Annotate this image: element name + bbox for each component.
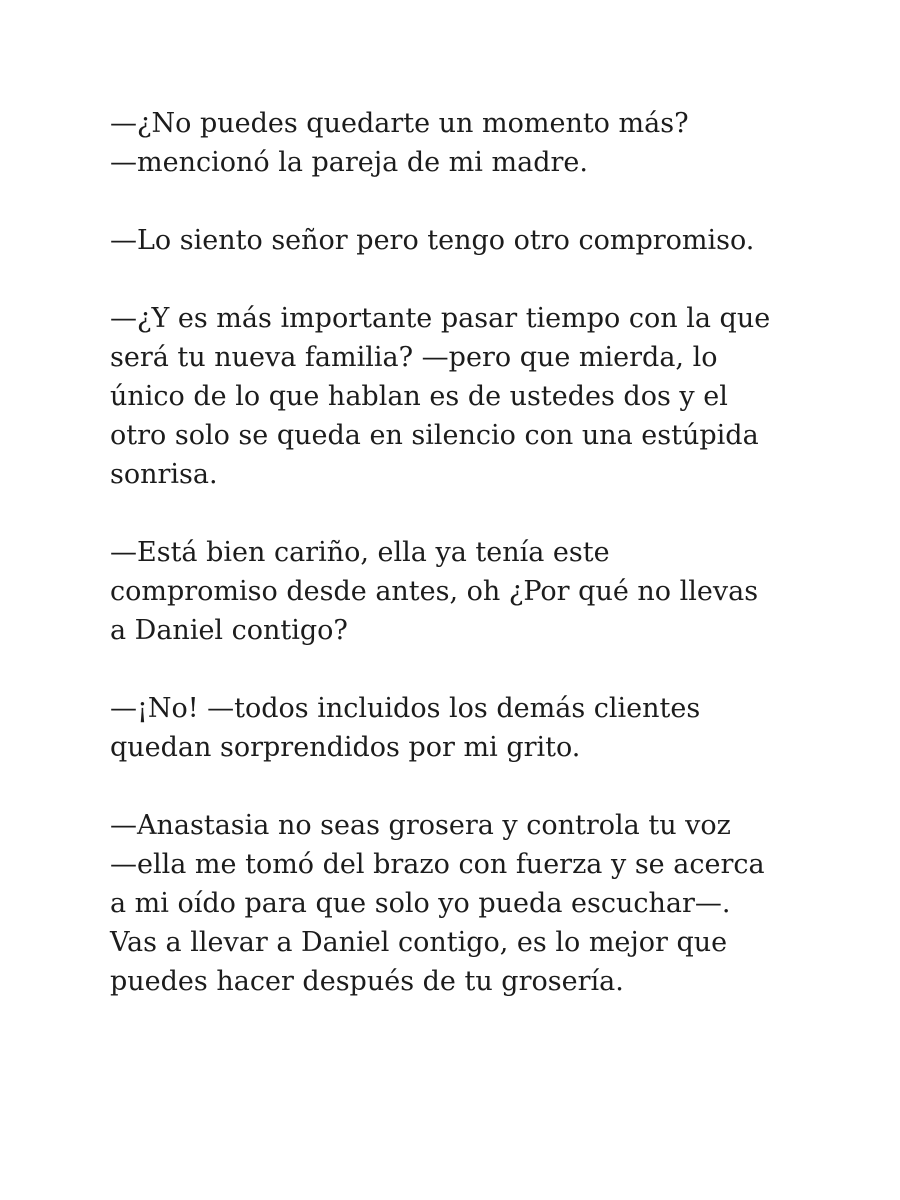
paragraph bbox=[110, 221, 810, 260]
text-line: —ella me tomó del brazo con fuerza y se acerca bbox=[110, 849, 765, 880]
text-line: —Lo siento señor pero tengo otro compromiso. bbox=[110, 225, 755, 256]
text-line: sonrisa. bbox=[110, 459, 218, 490]
paragraph bbox=[110, 689, 810, 767]
paragraph bbox=[110, 806, 810, 1001]
text-line: otro solo se queda en silencio con una estúpida bbox=[110, 420, 759, 451]
text-line: —¿No puedes quedarte un momento más? bbox=[110, 108, 689, 139]
text-line: —Anastasia no seas grosera y controla tu voz bbox=[110, 810, 731, 841]
text-line: puedes hacer después de tu grosería. bbox=[110, 966, 624, 997]
document-page bbox=[110, 104, 810, 1040]
text-line: único de lo que hablan es de ustedes dos y el bbox=[110, 381, 728, 412]
paragraph bbox=[110, 533, 810, 650]
text-line: Vas a llevar a Daniel contigo, es lo mejor que bbox=[110, 927, 728, 958]
paragraph bbox=[110, 104, 810, 182]
text-line: —¡No! —todos incluidos los demás clientes bbox=[110, 693, 701, 724]
text-line: será tu nueva familia? —pero que mierda, lo bbox=[110, 342, 718, 373]
paragraph bbox=[110, 299, 810, 494]
text-line: —Está bien cariño, ella ya tenía este bbox=[110, 537, 610, 568]
text-line: compromiso desde antes, oh ¿Por qué no llevas bbox=[110, 576, 759, 607]
text-line: —mencionó la pareja de mi madre. bbox=[110, 147, 588, 178]
text-line: a Daniel contigo? bbox=[110, 615, 348, 646]
text-line: a mi oído para que solo yo pueda escuchar—. bbox=[110, 888, 731, 919]
text-line: —¿Y es más importante pasar tiempo con la que bbox=[110, 303, 771, 334]
text-line: quedan sorprendidos por mi grito. bbox=[110, 732, 581, 763]
